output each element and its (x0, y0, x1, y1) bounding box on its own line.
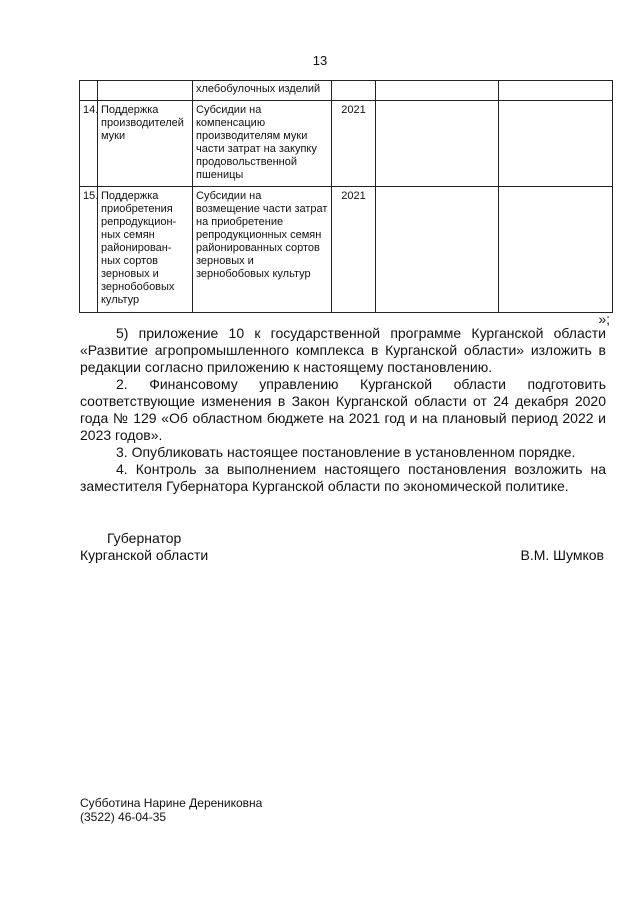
measure-name (98, 81, 193, 101)
paragraph-control: 4. Контроль за выполнением настоящего постановления возложить на заместителя Губернатора Курганской области по экономической политике. (80, 461, 606, 494)
signer-title: Губернатор (107, 530, 182, 546)
paragraph-publish: 3. Опубликовать настоящее постановление в установленном порядке. (116, 444, 576, 460)
row-number: 15. (80, 187, 98, 313)
signer-region: Курганской области (80, 547, 209, 563)
measure-year (332, 81, 376, 101)
measure-year: 2021 (332, 100, 376, 187)
measure-year: 2021 (332, 187, 376, 313)
measure-description: Субсидии на компенсацию производителям муки части затрат на закупку продовольственной пшеницы (193, 100, 332, 187)
paragraph-finance: 2. Финансовому управлению Курганской области подготовить соответствующие изменения в Закон Курганской области от 24 декабря 2020 года № 129 «Об областном бюджете на 2021 год и на плановый период 2022 и 2023 годов». (80, 376, 606, 443)
empty-cell (499, 81, 613, 101)
measure-name: Поддержка производителей муки (98, 100, 193, 187)
row-number: 14. (80, 100, 98, 187)
program-table (79, 80, 613, 313)
empty-cell (499, 187, 613, 313)
table-row (80, 100, 613, 187)
executor-phone: (3522) 46-04-35 (80, 810, 167, 824)
empty-cell (499, 100, 613, 187)
table-row (80, 81, 613, 101)
executor-name: Субботина Нарине Дерениковна (80, 796, 263, 810)
empty-cell (376, 81, 499, 101)
measure-description: Субсидии на возмещение части затрат на приобретение репродукционных семян районированных сортов зерновых и зернобобовых культур (193, 187, 332, 313)
row-number (80, 81, 98, 101)
closing-quote: »; (598, 311, 610, 327)
empty-cell (376, 100, 499, 187)
resolution-body (80, 325, 606, 495)
measure-description: хлебобулочных изделий (193, 81, 332, 101)
empty-cell (376, 187, 499, 313)
page-number: 13 (312, 53, 328, 68)
signer-name: В.М. Шумков (520, 547, 604, 563)
table-row (80, 187, 613, 313)
measure-name: Поддержка приобретения репродукцион-ных семян районирован-ных сортов зерновых и зернобобовых культур (98, 187, 193, 313)
paragraph-appendix: 5) приложение 10 к государственной программе Курганской области «Развитие агропромышленного комплекса в Курганской области» изложить в редакции согласно приложению к настоящему постановлению. (80, 325, 606, 375)
